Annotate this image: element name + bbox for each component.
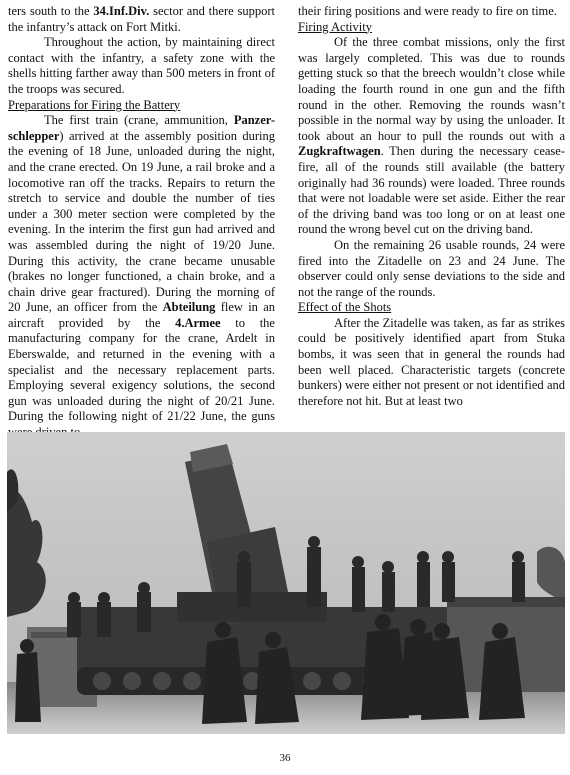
photo-illustration: [7, 432, 565, 734]
bold-term: 34.Inf.Div.: [93, 4, 150, 18]
right-paragraph-1: their firing positions and were ready to fire on time.: [298, 4, 557, 18]
text-run: . Then during the necessary cease-fire, all of the rounds still available (the battery originally had 36 rounds) were loaded. Three rounds that were not loadable were set aside. Either the rear of the driving band was too long or on at least one round the wrong bevel cut on the driving band.: [298, 144, 565, 237]
page-number: 36: [279, 752, 291, 764]
text-run: The first train (crane, ammunition,: [44, 113, 234, 128]
text-run: sector and there support the infantry’s attack on Fort Mitki.: [8, 4, 275, 34]
bold-term: 4.Armee: [175, 315, 221, 330]
bold-term: Panzer-schlepper: [8, 113, 275, 143]
right-text-column: [298, 4, 565, 409]
text-run: flew in an aircraft provided by the: [8, 300, 275, 330]
left-paragraph-2: Throughout the action, by maintaining direct contact with the infantry, a safety zone with the shells hitting farther away than 500 meters in front of the troops was secured.: [8, 35, 275, 96]
right-paragraph-2: [298, 35, 565, 238]
right-paragraph-3: On the remaining 26 usable rounds, 24 were fired into the Zitadelle on 23 and 24 June. The observer could only sense deviations to the side and not the range of the rounds.: [298, 237, 565, 299]
right-paragraph-4: After the Zitadelle was taken, as far as strikes could be positively identified apart from Stuka bombs, it was seen that in general the rounds had been well placed. Characteristic targets (concrete bunkers) were either not present or not identified and therefore not hit. But at least two: [298, 315, 565, 408]
left-paragraph-1: [8, 4, 275, 35]
left-text-column: [8, 4, 275, 441]
section-heading-preparations: Preparations for Firing the Battery: [8, 97, 181, 112]
text-run: Of the three combat missions, only the first was largely completed. This was due to rounds getting stuck so that the breech wouldn’t close while loading the fourth round in one gun and the fifth round in the other. Removing the rounds wasn’t possible in the normal way by using the unloader. It took about an hour to pull the rounds out with a: [298, 35, 565, 143]
text-run: ) arrived at the assembly position during the evening of 18 June, unloaded during the night, and the crane erected. On 19 June, a rail broke and a locomotive ran off the tracks. Repairs to return the stretch to service and double the number of ties under a 300 meter section were completed by the evening. In the interim the first gun had arrived and was assembled during the night of 19/20 June. During this activity, the crane became unusable (brakes no longer functioned, a chain broke, and a chain drive gear fractured). During the morning of 20 June, an officer from the: [8, 128, 275, 315]
text-run: to the manufacturing company for the crane, Ardelt in Eberswalde, and returned in the evening with a specialist and the necessary replacement parts. Employing several exigency solutions, the second gun was unloaded during the night of 20/21 June. During the following night of 21/22 June, the guns: [8, 315, 275, 424]
text-run: ters south to the: [8, 4, 94, 18]
bold-term: Abteilung: [162, 300, 216, 315]
mortar-photograph: [7, 432, 565, 734]
bold-term: Zugkraftwagen: [298, 144, 381, 159]
left-paragraph-3: [8, 113, 275, 440]
section-heading-effect-of-shots: Effect of the Shots: [298, 300, 392, 315]
section-heading-firing-activity: Firing Activity: [298, 19, 372, 34]
